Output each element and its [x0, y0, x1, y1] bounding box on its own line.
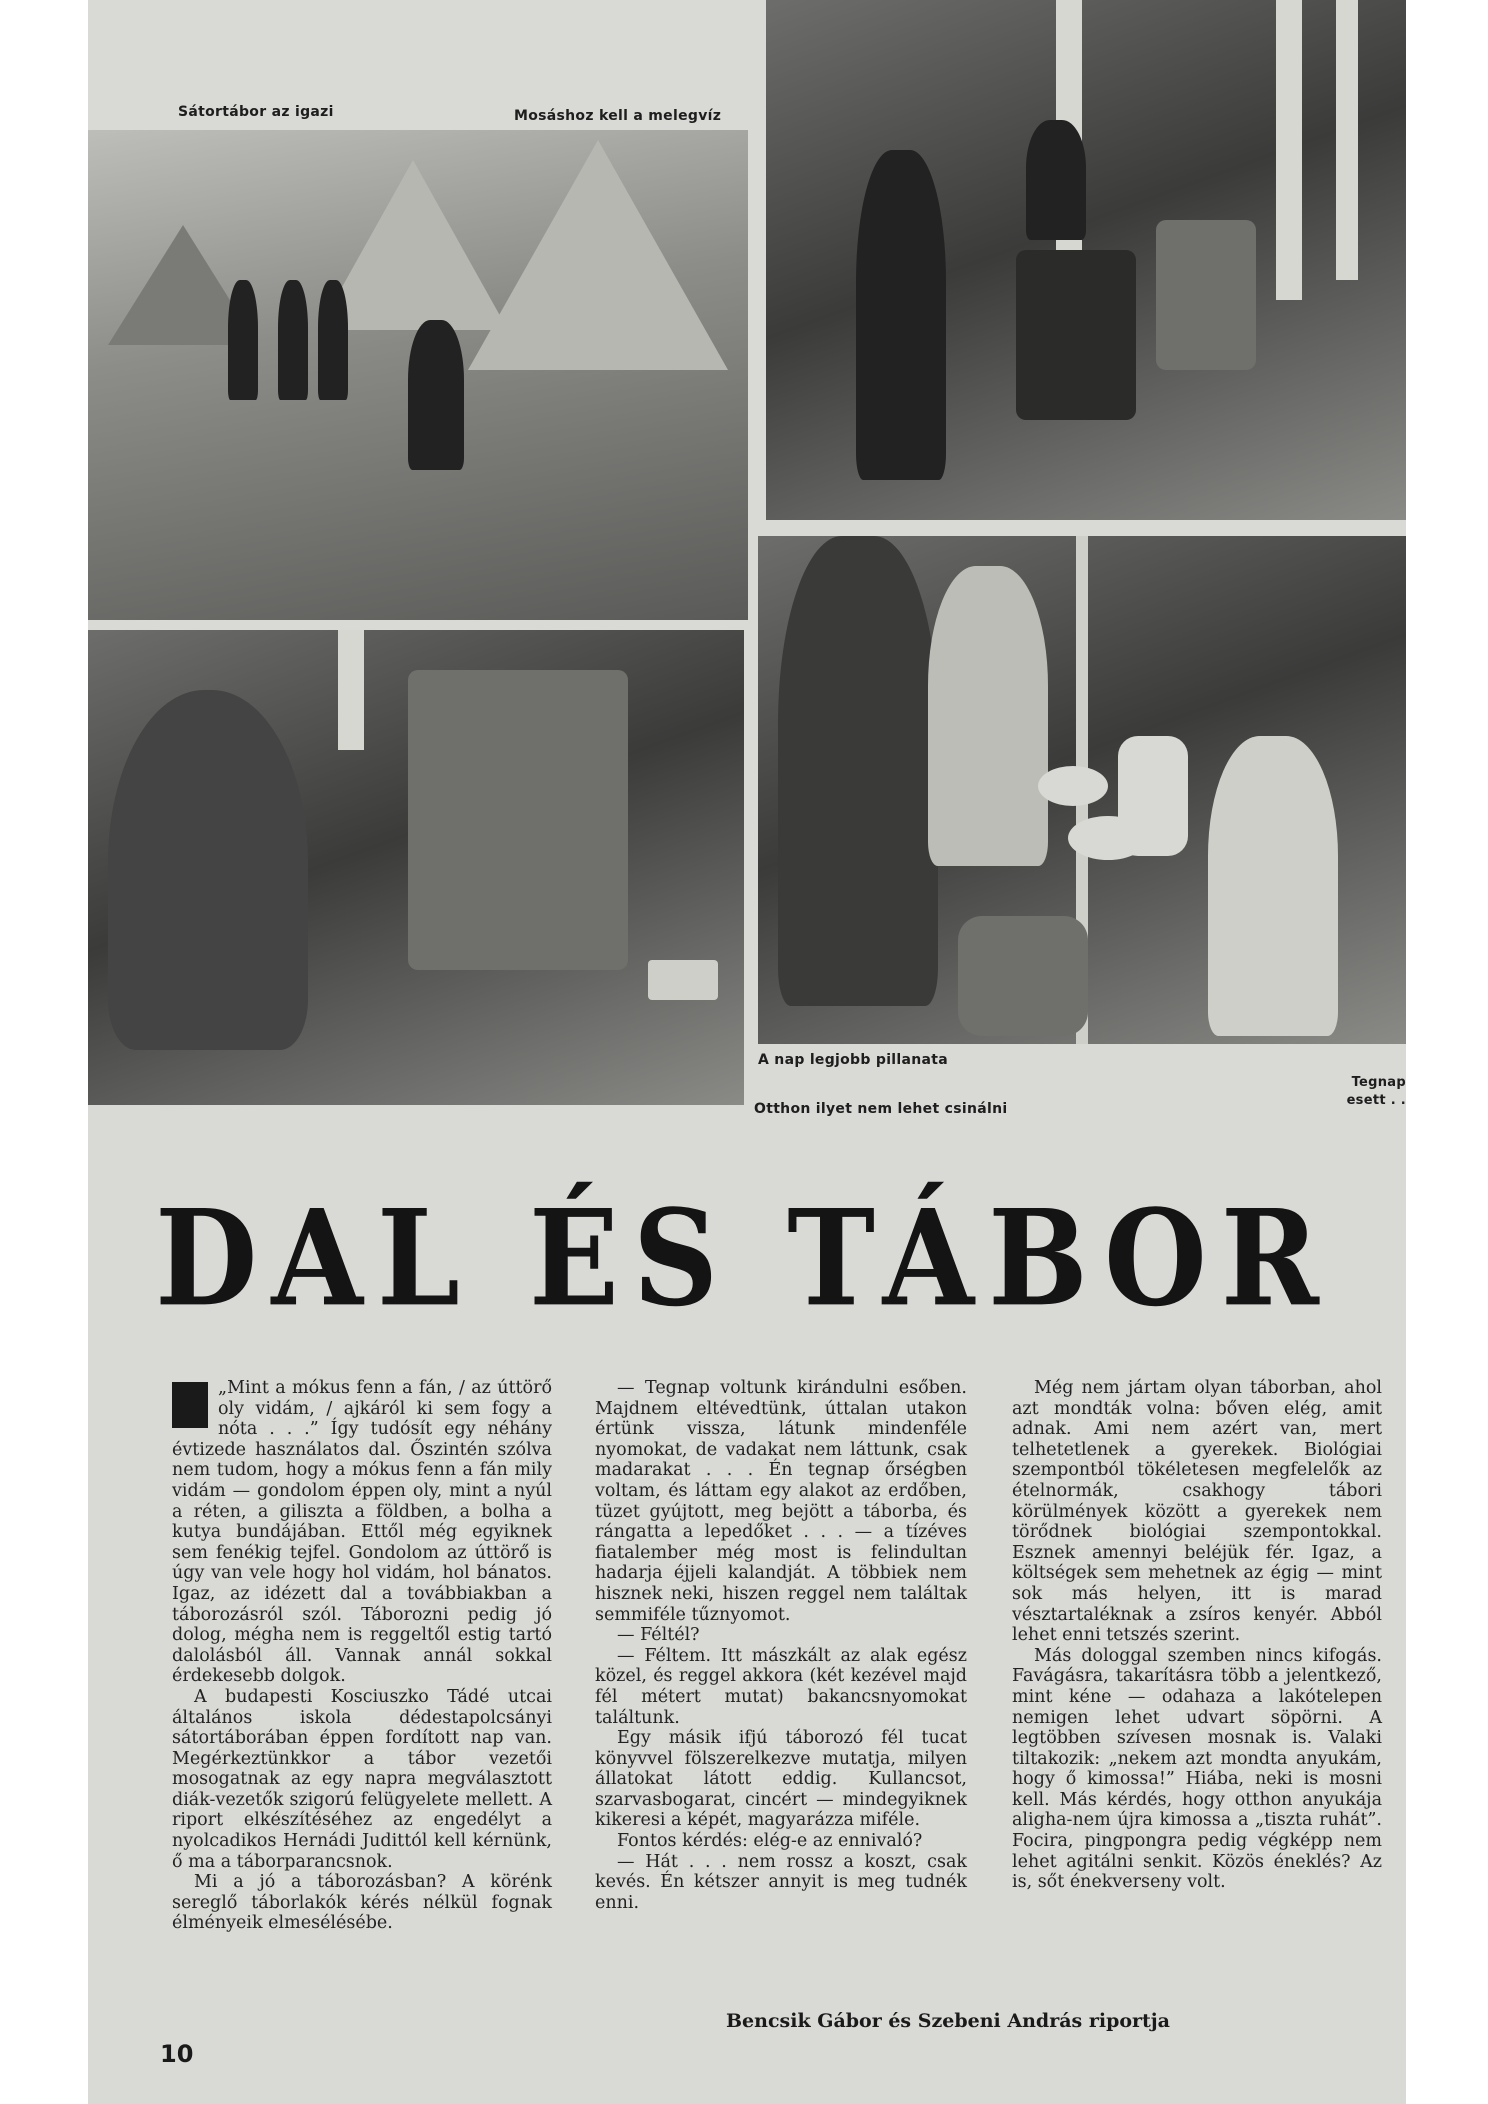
photo-tent-camp	[88, 130, 748, 620]
paragraph: Egy másik ifjú táborozó fél tucat könyvvel fölszerelkezve mutatja, milyen állatokat látott eddig. Kullancsot, szarvasbogarat, cincért — mindegyiknek kikeresi a képét, magyarázza miféle.	[595, 1728, 967, 1831]
page-number: 10	[160, 2040, 194, 2068]
headline: DAL ÉS TÁBOR	[155, 1180, 1333, 1336]
photo-washing-water	[766, 0, 1406, 520]
caption-washing-water: Mosáshoz kell a melegvíz	[514, 108, 722, 124]
page-margin	[1406, 0, 1488, 2104]
photo-food-serving	[758, 536, 1406, 1044]
paragraph: Mi a jó a táborozásban? A körénk sereglő táborlakók kérés nélkül fognak élményeik elmesélésébe.	[172, 1872, 552, 1934]
article-column-3	[1012, 1378, 1382, 1893]
article-column-1	[172, 1378, 552, 1934]
caption-best-moment: A nap legjobb pillanata	[758, 1052, 948, 1068]
byline: Bencsik Gábor és Szebeni András riportja	[726, 2010, 1170, 2032]
paragraph: Fontos kérdés: elég-e az ennivaló?	[617, 1831, 923, 1852]
caption-cant-do-at-home: Otthon ilyet nem lehet csinálni	[754, 1101, 1008, 1117]
caption-tent-camp: Sátortábor az igazi	[178, 104, 334, 120]
drop-mark	[172, 1382, 208, 1428]
paragraph: A budapesti Kosciuszko Tádé utcai általános iskola dédestapolcsányi sátortáborában éppen fordított nap van. Megérkeztünkkor a tábor vezetői mosogatnak az egy napra megválasztott diák-vezetők szigorú felügyelete mellett. A riport elkészítéséhez az engedélyt a nyolcadikos Hernádi Judittól kell kérnünk, ő ma a táborparancsnok.	[172, 1686, 552, 1872]
caption-yesterday-rained: Tegnap esett . .	[1346, 1075, 1406, 1108]
photo-cooking-stove	[88, 630, 744, 1105]
paragraph: „Mint a mókus fenn a fán, / az úttörő oly vidám, / ajkáról ki sem fogy a nóta . . .” Így tudósít egy néhány évtizede használatos dal. Őszintén szólva nem tudom, hogy a mókus fenn a fán mily vidám — gondolom éppen oly, mint a nyúl a réten, a giliszta a földben, a bolha a kutya bundájában. Ettől még egyiknek sem fenékig tejfel. Gondolom az úttörő is úgy van vele hogy hol vidám, hol bánatos. Igaz, az idézett dal a továbbiakban a táborozásról szól. Táborozni pedig jó dolog, mégha nem is reggeltől estig tartó dalolásból áll. Vannak annál sokkal érdekesebb dolgok.	[172, 1378, 552, 1687]
paragraph: — Hát . . . nem rossz a koszt, csak kevés. Én kétszer annyit is meg tudnék enni.	[595, 1851, 967, 1913]
paragraph: — Féltem. Itt mászkált az alak egész közel, és reggel akkora (két kezével majd fél métert mutat) bakancsnyomokat találtunk.	[595, 1645, 967, 1728]
paragraph: Más dologgal szemben nincs kifogás. Favágásra, takarításra több a jelentkező, mint kéne — odahaza a lakótelepen nemigen lehet udvart söpörni. A legtöbben szívesen mosnak is. Valaki tiltakozik: „nekem azt mondta anyukám, hogy ő kimossa!” Hiába, neki is mosni kell. Más kérdés, hogy otthon anyukája aligha-nem újra kimossa a „tiszta ruhát”. Focira, pingpongra pedig végképp nem lehet agitálni senkit. Közös éneklés? Az is, sőt énekverseny volt.	[1012, 1645, 1382, 1893]
paragraph: — Tegnap voltunk kirándulni esőben. Majdnem eltévedtünk, úttalan utakon értünk vissza, látunk mindenféle nyomokat, de vadakat nem láttunk, csak madarakat . . . Én tegnap őrségben voltam, és láttam egy alakot az erdőben, tüzet gyújtott, meg bejött a táborba, és rángatta a lepedőket . . . — a tízéves fiatalember még most is felindultan hadarja éjjeli kalandját. A többiek nem hisznek neki, hiszen reggel nem találtak semmiféle tűznyomot.	[595, 1378, 967, 1625]
article-column-2	[595, 1378, 967, 1913]
paragraph: — Féltél?	[617, 1625, 700, 1646]
paragraph: Még nem jártam olyan táborban, ahol azt mondták volna: bőven elég, amit adnak. Ami nem azért van, mert telhetetlenek a gyerekek. Biológiai szempontból tökéletesen megfelelők az ételnormák, csakhogy tábori körülmények között a gyerekek nem törődnek biológiai szempontokkal. Esznek amennyi beléjük fér. Igaz, a költségek sem mehetnek az égig — mint sok más helyen, itt is marad vésztartaléknak a zsíros kenyér. Abból lehet enni tetszés szerint.	[1012, 1378, 1382, 1646]
